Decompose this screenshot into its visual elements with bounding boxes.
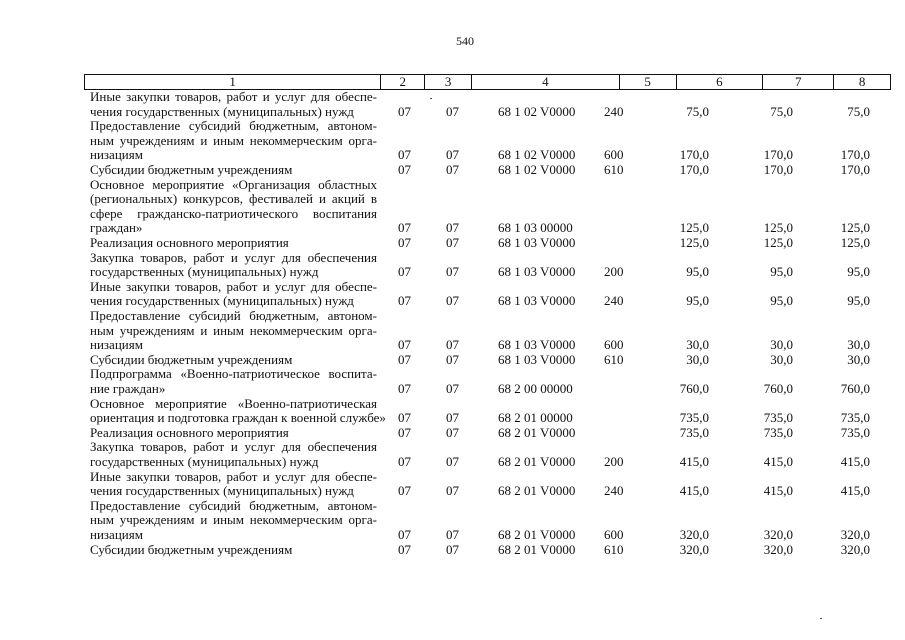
cell-c4: 68 1 02 V0000 bbox=[498, 103, 576, 119]
table-row bbox=[0, 178, 905, 236]
cell-c3: 07 bbox=[446, 337, 459, 353]
cell-c6: 415,0 bbox=[679, 453, 709, 469]
cell-c4: 68 2 01 00000 bbox=[498, 410, 573, 426]
row-description bbox=[90, 163, 377, 178]
cell-c7: 170,0 bbox=[763, 162, 793, 177]
table-row bbox=[0, 280, 905, 309]
table-row bbox=[0, 499, 905, 543]
cell-c7: 320,0 bbox=[763, 526, 793, 542]
cell-c8: 95,0 bbox=[847, 293, 870, 309]
cell-c7: 170,0 bbox=[763, 147, 793, 163]
description-line: Основное мероприятие «Организация областных bbox=[90, 176, 377, 192]
row-description bbox=[90, 395, 386, 426]
cell-c3: 07 bbox=[446, 293, 459, 309]
description-line: ным учреждениям и иным некоммерческим орга- bbox=[90, 132, 377, 148]
cell-c2: 07 bbox=[398, 483, 411, 499]
cell-c2: 07 bbox=[398, 410, 411, 426]
cell-c7: 735,0 bbox=[763, 410, 793, 426]
description-line: чения государственных (муниципальных) нужд bbox=[90, 483, 354, 499]
cell-c7: 760,0 bbox=[763, 380, 793, 396]
description-line: Субсидии бюджетным учреждениям bbox=[90, 541, 293, 557]
table-row bbox=[0, 163, 905, 178]
description-line: Закупка товаров, работ и услуг для обеспечения bbox=[90, 249, 377, 265]
table-row bbox=[0, 440, 905, 469]
description-line: Субсидии бюджетным учреждениям bbox=[90, 162, 293, 177]
description-line: ным учреждениям и иным некоммерческим орга- bbox=[90, 322, 377, 338]
header-col-6: 6 bbox=[677, 75, 764, 89]
cell-c2: 07 bbox=[398, 337, 411, 353]
table-row bbox=[0, 470, 905, 499]
table-row bbox=[0, 353, 905, 368]
cell-c2: 07 bbox=[398, 220, 411, 236]
cell-c8: 415,0 bbox=[840, 453, 870, 469]
description-line: государственных (муниципальных) нужд bbox=[90, 453, 319, 469]
description-line: Подпрограмма «Военно-патриотическое воспита- bbox=[90, 366, 377, 382]
table-row bbox=[0, 90, 905, 119]
description-line: ным учреждениям и иным некоммерческим орга- bbox=[90, 512, 377, 528]
cell-c4: 68 1 03 00000 bbox=[498, 220, 573, 236]
table-row bbox=[0, 236, 905, 251]
description-line: государственных (муниципальных) нужд bbox=[90, 264, 319, 280]
cell-c5: 610 bbox=[604, 351, 624, 367]
page-number: 540 bbox=[456, 34, 474, 48]
cell-c8: 75,0 bbox=[847, 103, 870, 119]
cell-c3: 07 bbox=[446, 453, 459, 469]
cell-c6: 125,0 bbox=[679, 235, 709, 250]
row-description bbox=[90, 90, 377, 119]
cell-c8: 735,0 bbox=[840, 410, 870, 426]
cell-c4: 68 2 01 V0000 bbox=[498, 483, 576, 499]
table-row bbox=[0, 397, 905, 426]
cell-c7: 30,0 bbox=[770, 351, 793, 367]
description-line: низациям bbox=[90, 337, 143, 353]
description-line: Реализация основного мероприятия bbox=[90, 424, 289, 440]
header-col-5: 5 bbox=[620, 75, 677, 89]
row-description bbox=[90, 353, 377, 368]
cell-c6: 125,0 bbox=[679, 220, 709, 236]
cell-c5: 200 bbox=[604, 453, 624, 469]
cell-c3: 07 bbox=[446, 264, 459, 280]
cell-c4: 68 2 00 00000 bbox=[498, 380, 573, 396]
cell-c8: 170,0 bbox=[840, 147, 870, 163]
row-description bbox=[90, 251, 377, 280]
header-col-8: 8 bbox=[858, 74, 866, 89]
cell-c4: 68 1 03 V0000 bbox=[498, 293, 576, 309]
row-description bbox=[90, 178, 377, 236]
cell-c8: 320,0 bbox=[840, 541, 870, 557]
cell-c8: 320,0 bbox=[840, 526, 870, 542]
cell-c4: 68 2 01 V0000 bbox=[498, 424, 576, 440]
header-col-3: 3 bbox=[425, 75, 472, 89]
cell-c8: 30,0 bbox=[847, 337, 870, 353]
cell-c7: 30,0 bbox=[770, 337, 793, 353]
cell-c2: 07 bbox=[398, 453, 411, 469]
header-col-1: 1 bbox=[85, 75, 381, 89]
row-description bbox=[90, 367, 377, 396]
table-row bbox=[0, 251, 905, 280]
cell-c3: 07 bbox=[446, 424, 459, 440]
cell-c5: 600 bbox=[604, 147, 624, 163]
row-description bbox=[90, 543, 377, 558]
row-description bbox=[90, 309, 377, 353]
cell-c3: 07 bbox=[446, 410, 459, 426]
cell-c6: 320,0 bbox=[679, 526, 709, 542]
scan-speck bbox=[430, 98, 432, 99]
description-line: ние граждан» bbox=[90, 380, 166, 396]
cell-c8: 95,0 bbox=[847, 264, 870, 280]
cell-c8: 125,0 bbox=[840, 220, 870, 236]
cell-c3: 07 bbox=[446, 351, 459, 367]
cell-c2: 07 bbox=[398, 424, 411, 440]
cell-c5: 610 bbox=[604, 162, 624, 177]
cell-c5: 240 bbox=[604, 483, 624, 499]
cell-c4: 68 2 01 V0000 bbox=[498, 526, 576, 542]
description-line: граждан» bbox=[90, 220, 143, 236]
cell-c3: 07 bbox=[446, 235, 459, 250]
cell-c7: 125,0 bbox=[763, 235, 793, 250]
cell-c6: 95,0 bbox=[686, 293, 709, 309]
cell-c3: 07 bbox=[446, 526, 459, 542]
table-row bbox=[0, 367, 905, 396]
cell-c4: 68 1 03 V0000 bbox=[498, 235, 576, 250]
cell-c4: 68 1 03 V0000 bbox=[498, 351, 576, 367]
cell-c6: 170,0 bbox=[679, 147, 709, 163]
table-row bbox=[0, 543, 905, 558]
cell-c5: 600 bbox=[604, 526, 624, 542]
cell-c7: 415,0 bbox=[763, 483, 793, 499]
table-header bbox=[84, 74, 891, 90]
cell-c7: 320,0 bbox=[763, 541, 793, 557]
cell-c2: 07 bbox=[398, 293, 411, 309]
description-line: Иные закупки товаров, работ и услуг для обеспе- bbox=[90, 278, 377, 294]
row-description bbox=[90, 499, 377, 543]
cell-c6: 415,0 bbox=[679, 483, 709, 499]
cell-c5: 240 bbox=[604, 293, 624, 309]
cell-c3: 07 bbox=[446, 541, 459, 557]
cell-c6: 30,0 bbox=[686, 337, 709, 353]
cell-c2: 07 bbox=[398, 235, 411, 250]
cell-c5: 200 bbox=[604, 264, 624, 280]
cell-c8: 125,0 bbox=[840, 235, 870, 250]
row-description bbox=[90, 280, 377, 309]
cell-c3: 07 bbox=[446, 103, 459, 119]
cell-c6: 30,0 bbox=[686, 351, 709, 367]
row-description bbox=[90, 119, 377, 163]
cell-c3: 07 bbox=[446, 220, 459, 236]
cell-c5: 600 bbox=[604, 337, 624, 353]
cell-c2: 07 bbox=[398, 147, 411, 163]
description-line: чения государственных (муниципальных) нужд bbox=[90, 103, 354, 119]
cell-c8: 415,0 bbox=[840, 483, 870, 499]
cell-c7: 95,0 bbox=[770, 293, 793, 309]
table-row bbox=[0, 119, 905, 163]
cell-c3: 07 bbox=[446, 483, 459, 499]
description-line: сфере гражданско-патриотического воспитания bbox=[90, 205, 377, 221]
description-line: Основное мероприятие «Военно-патриотическая bbox=[90, 395, 377, 411]
description-line: Закупка товаров, работ и услуг для обеспечения bbox=[90, 439, 377, 455]
cell-c6: 735,0 bbox=[679, 424, 709, 440]
cell-c6: 170,0 bbox=[679, 162, 709, 177]
cell-c2: 07 bbox=[398, 380, 411, 396]
cell-c5: 610 bbox=[604, 541, 624, 557]
cell-c6: 735,0 bbox=[679, 410, 709, 426]
cell-c3: 07 bbox=[446, 162, 459, 177]
cell-c8: 170,0 bbox=[840, 162, 870, 177]
cell-c6: 320,0 bbox=[679, 541, 709, 557]
cell-c8: 760,0 bbox=[840, 380, 870, 396]
row-description bbox=[90, 470, 377, 499]
row-description bbox=[90, 440, 377, 469]
description-line: Субсидии бюджетным учреждениям bbox=[90, 351, 293, 367]
table-row bbox=[0, 426, 905, 441]
cell-c6: 75,0 bbox=[686, 103, 709, 119]
cell-c3: 07 bbox=[446, 380, 459, 396]
row-description bbox=[90, 236, 377, 251]
description-line: Реализация основного мероприятия bbox=[90, 235, 289, 250]
description-line: Иные закупки товаров, работ и услуг для обеспе- bbox=[90, 468, 377, 484]
header-col-7: 7 bbox=[763, 75, 834, 89]
row-description bbox=[90, 426, 377, 441]
cell-c6: 95,0 bbox=[686, 264, 709, 280]
scan-speck bbox=[820, 618, 822, 619]
cell-c2: 07 bbox=[398, 541, 411, 557]
header-col-2: 2 bbox=[381, 75, 425, 89]
cell-c4: 68 1 02 V0000 bbox=[498, 162, 576, 177]
cell-c8: 30,0 bbox=[847, 351, 870, 367]
description-line: (региональных) конкурсов, фестивалей и акций в bbox=[90, 191, 377, 207]
description-line: Иные закупки товаров, работ и услуг для обеспе- bbox=[90, 89, 377, 104]
table-row bbox=[0, 309, 905, 353]
description-line: чения государственных (муниципальных) нужд bbox=[90, 293, 354, 309]
header-col-4: 4 bbox=[472, 75, 620, 89]
cell-c4: 68 2 01 V0000 bbox=[498, 541, 576, 557]
description-line: Предоставление субсидий бюджетным, автоном- bbox=[90, 308, 377, 323]
description-line: Предоставление субсидий бюджетным, автоном- bbox=[90, 118, 377, 134]
cell-c4: 68 1 02 V0000 bbox=[498, 147, 576, 163]
cell-c4: 68 1 03 V0000 bbox=[498, 264, 576, 280]
cell-c2: 07 bbox=[398, 162, 411, 177]
cell-c7: 735,0 bbox=[763, 424, 793, 440]
cell-c7: 75,0 bbox=[770, 103, 793, 119]
description-line: Предоставление субсидий бюджетным, автоном- bbox=[90, 497, 377, 513]
cell-c8: 735,0 bbox=[840, 424, 870, 440]
description-line: ориентация и подготовка граждан к военной службе» bbox=[90, 410, 386, 426]
cell-c7: 415,0 bbox=[763, 453, 793, 469]
cell-c4: 68 2 01 V0000 bbox=[498, 453, 576, 469]
cell-c5: 240 bbox=[604, 103, 624, 119]
cell-c7: 125,0 bbox=[763, 220, 793, 236]
cell-c6: 760,0 bbox=[679, 380, 709, 396]
description-line: низациям bbox=[90, 526, 143, 542]
description-line: низациям bbox=[90, 147, 143, 163]
cell-c2: 07 bbox=[398, 526, 411, 542]
cell-c4: 68 1 03 V0000 bbox=[498, 337, 576, 353]
cell-c3: 07 bbox=[446, 147, 459, 163]
cell-c7: 95,0 bbox=[770, 264, 793, 280]
cell-c2: 07 bbox=[398, 103, 411, 119]
cell-c2: 07 bbox=[398, 264, 411, 280]
cell-c2: 07 bbox=[398, 351, 411, 367]
